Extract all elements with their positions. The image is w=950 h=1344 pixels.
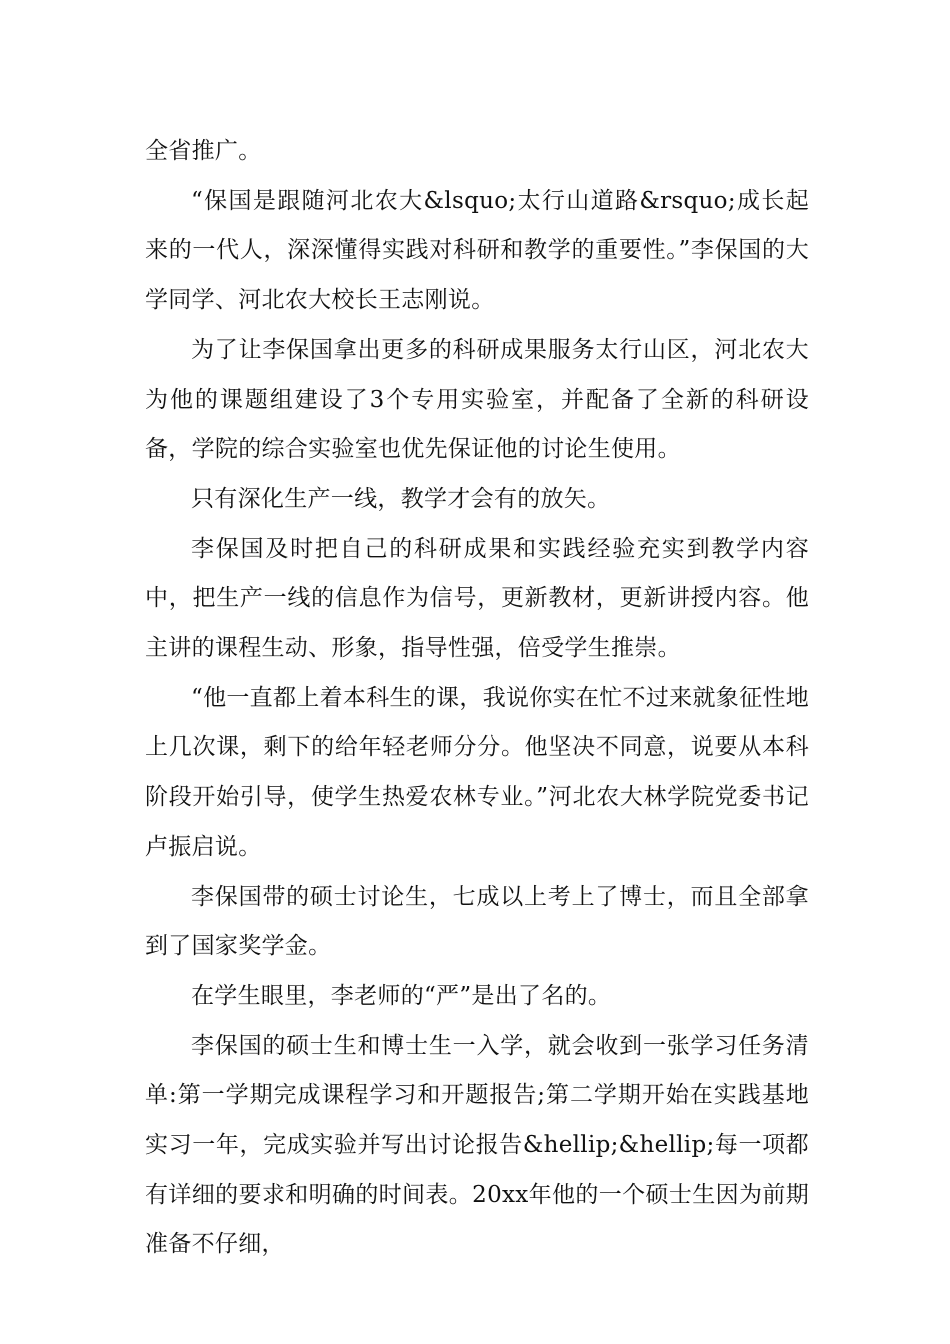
- paragraph-5: 李保国及时把自己的科研成果和实践经验充实到教学内容中，把生产一线的信息作为信号，更新教材，更新讲授内容。他主讲的课程生动、形象，指导性强，倍受学生推崇。: [145, 535, 809, 662]
- paragraph-3: 为了让李保国拿出更多的科研成果服务太行山区，河北农大为他的课题组建设了3个专用实验室，并配备了全新的科研设备，学院的综合实验室也优先保证他的讨论生使用。: [145, 336, 809, 463]
- paragraph-8: 在学生眼里，李老师的“严”是出了名的。: [191, 982, 612, 1009]
- paragraph-4: 只有深化生产一线，教学才会有的放矢。: [191, 485, 611, 512]
- paragraph-2: “保国是跟随河北农大&lsquo;太行山道路&rsquo;成长起来的一代人，深深懂得实践对科研和教学的重要性。”李保国的大学同学、河北农大校长王志刚说。: [145, 187, 809, 314]
- article-body: [145, 127, 809, 1270]
- paragraph-7: 李保国带的硕士讨论生，七成以上考上了博士，而且全部拿到了国家奖学金。: [145, 883, 809, 960]
- paragraph-6: “他一直都上着本科生的课，我说你实在忙不过来就象征性地上几次课，剩下的给年轻老师分分。他坚决不同意，说要从本科阶段开始引导，使学生热爱农林专业。”河北农大林学院党委书记卢振启说。: [145, 684, 809, 860]
- paragraph-1: 全省推广。: [145, 138, 262, 164]
- paragraph-9: 李保国的硕士生和博士生一入学，就会收到一张学习任务清单:第一学期完成课程学习和开题报告;第二学期开始在实践基地实习一年，完成实验并写出讨论报告&hellip;&hellip;每一项都有详细的要求和明确的时间表。20xx年他的一个硕士生因为前期准备不仔细，: [145, 1032, 809, 1258]
